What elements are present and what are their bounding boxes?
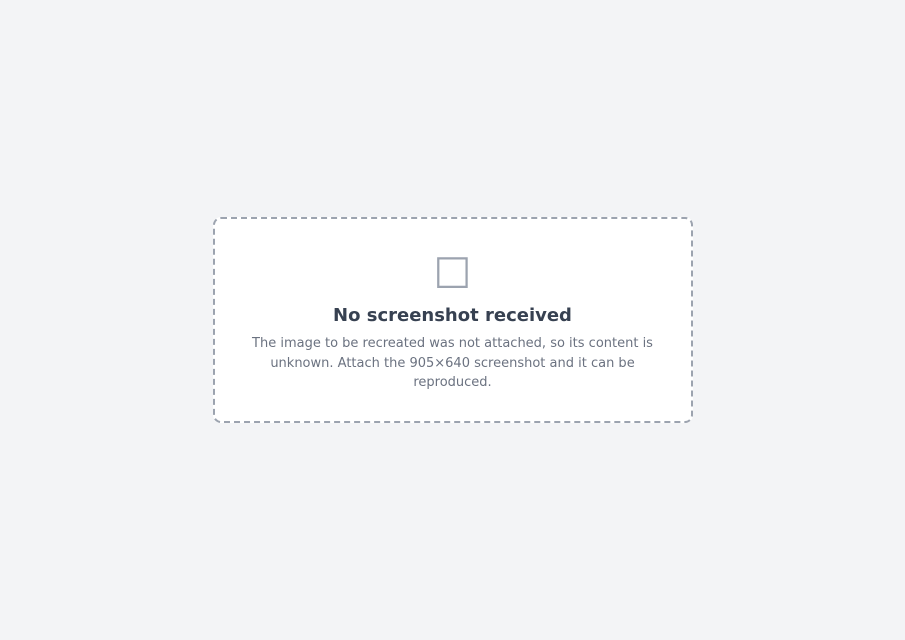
- image-missing-icon: □: [433, 247, 472, 294]
- placeholder-title: No screenshot received: [333, 305, 572, 327]
- placeholder-card: [213, 217, 693, 423]
- placeholder-message: The image to be recreated was not attached, so its content is unknown. Attach the 905×640 screenshot and it can be reproduced.: [252, 336, 653, 391]
